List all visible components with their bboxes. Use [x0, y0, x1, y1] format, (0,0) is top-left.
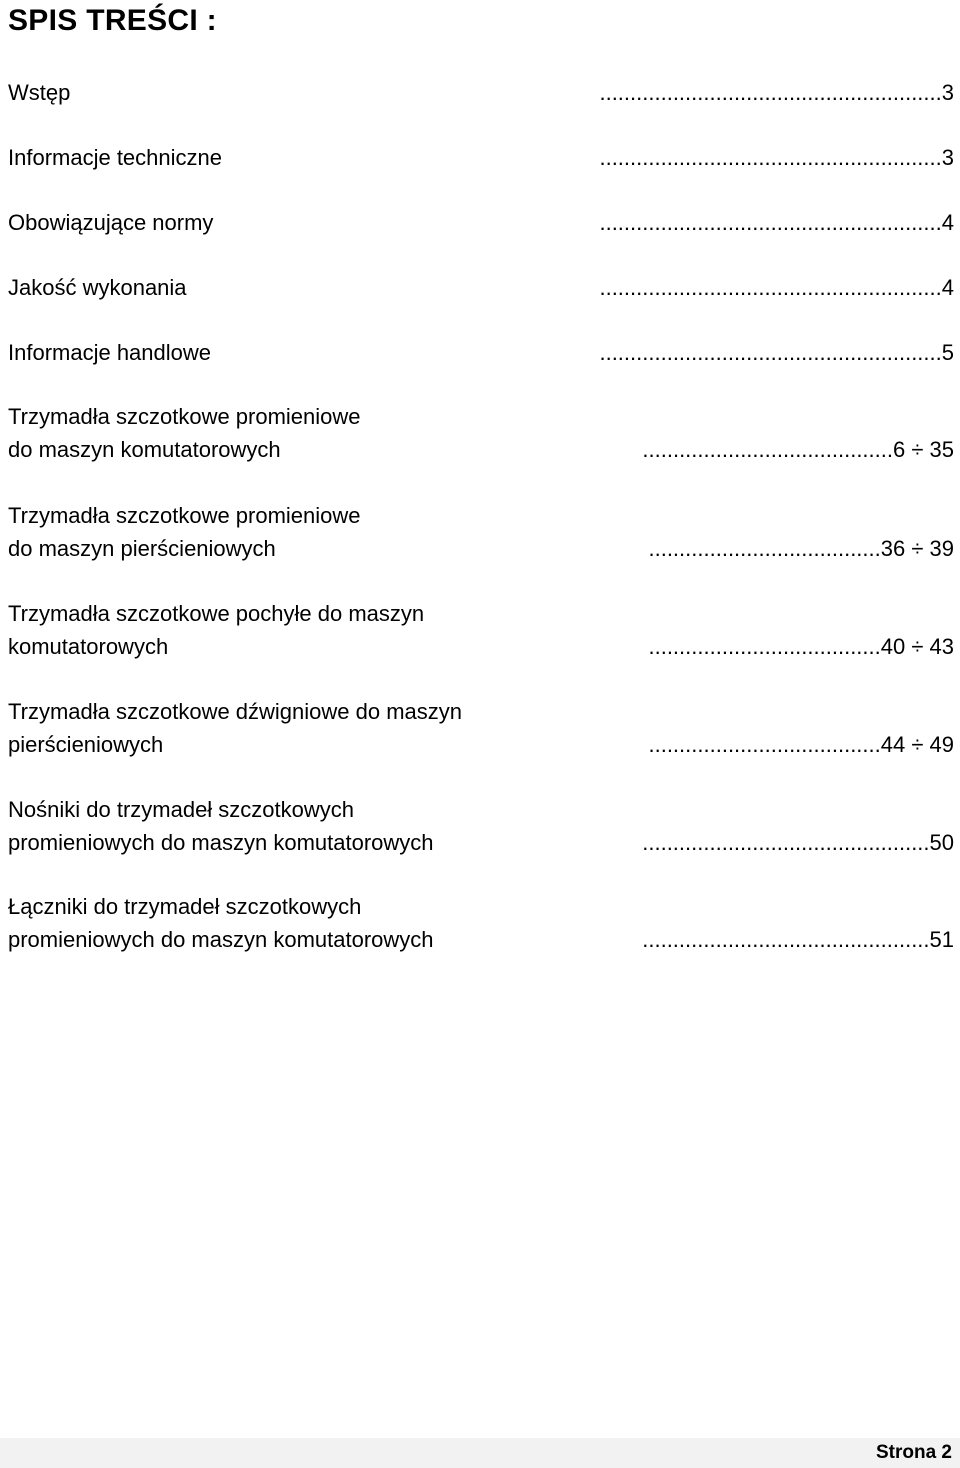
toc-entry-label: Informacje techniczne	[8, 145, 222, 170]
toc-entry-promieniowe-komutatorowe[interactable]	[8, 400, 954, 466]
toc-entry-page: ........................................................3	[599, 80, 954, 105]
toc-entry-page: ........................................................5	[599, 340, 954, 365]
toc-entry-label: Trzymadła szczotkowe pochyłe do maszyn komutatorowych	[8, 601, 425, 659]
toc-entry-label: Nośniki do trzymadeł szczotkowych promieniowych do maszyn komutatorowych	[8, 797, 434, 855]
toc-entry-laczniki[interactable]	[8, 890, 954, 956]
toc-entry-page: ......................................44 ÷ 49	[648, 732, 954, 757]
toc-entry-page: ........................................................4	[599, 275, 954, 300]
toc-entry-label: Informacje handlowe	[8, 340, 212, 365]
page-title: SPIS TREŚCI :	[8, 4, 217, 37]
page-footer	[0, 1438, 960, 1468]
toc-entry-label: Jakość wykonania	[8, 275, 187, 300]
toc-entry-jakosc-wykonania[interactable]	[8, 271, 954, 304]
toc-entry-page: ......................................36 ÷ 39	[648, 536, 954, 561]
toc-entry-page: .........................................6 ÷ 35	[642, 437, 954, 462]
toc-entry-page: ........................................................3	[599, 145, 954, 170]
toc-entry-page: ...............................................50	[642, 830, 954, 855]
page-number: Strona 2	[875, 1442, 952, 1463]
toc-entry-page: ...............................................51	[642, 927, 954, 952]
toc-entry-label: Obowiązujące normy	[8, 210, 214, 235]
toc-entry-label: Trzymadła szczotkowe promieniowe do maszyn pierścieniowych	[8, 503, 361, 561]
toc-entry-nosniki[interactable]	[8, 793, 954, 859]
toc-entry-wstep[interactable]	[8, 76, 954, 109]
toc-entry-page: ......................................40 ÷ 43	[648, 634, 954, 659]
toc-entry-pochyle-komutatorowe[interactable]	[8, 597, 954, 663]
toc-entry-page: ........................................................4	[599, 210, 954, 235]
toc-entry-label: Łączniki do trzymadeł szczotkowych promieniowych do maszyn komutatorowych	[8, 894, 434, 952]
toc-entry-label: Trzymadła szczotkowe dźwigniowe do maszyn pierścieniowych	[8, 699, 463, 757]
toc-entry-informacje-handlowe[interactable]	[8, 336, 954, 369]
toc-entry-dzwigniowe-pierscieniowe[interactable]	[8, 695, 954, 761]
toc-entry-label: Trzymadła szczotkowe promieniowe do maszyn komutatorowych	[8, 404, 361, 462]
toc-entry-obowiazujace-normy[interactable]	[8, 206, 954, 239]
toc-entry-informacje-techniczne[interactable]	[8, 141, 954, 174]
toc-entry-promieniowe-pierscieniowe[interactable]	[8, 499, 954, 565]
toc-entry-label: Wstęp	[8, 80, 71, 105]
